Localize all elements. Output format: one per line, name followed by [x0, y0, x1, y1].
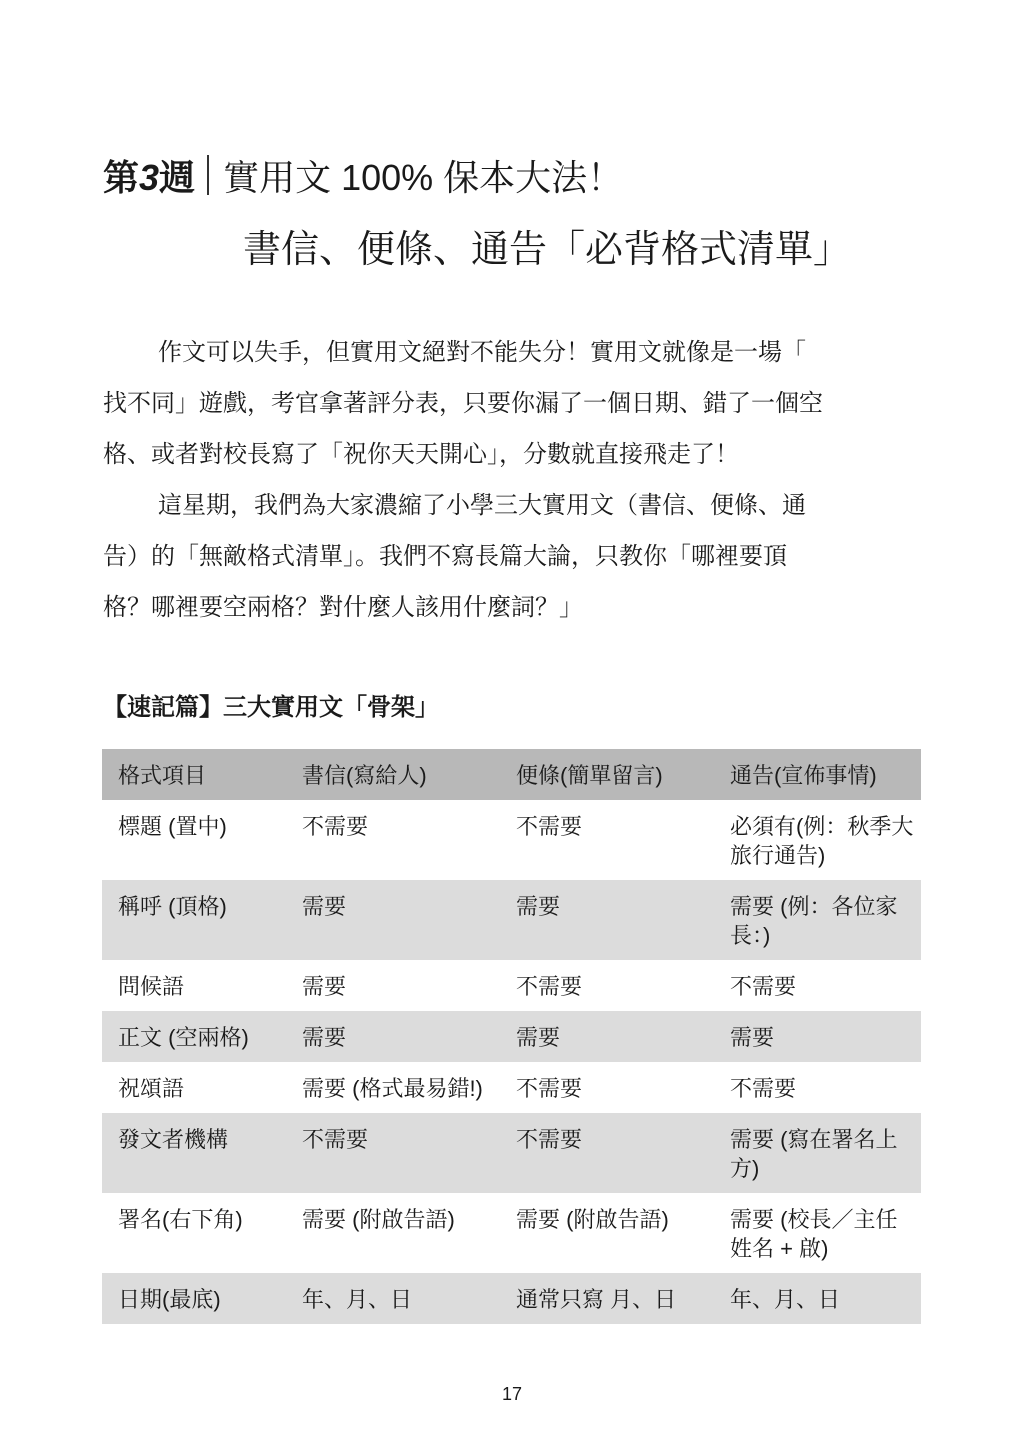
table-row — [102, 1193, 921, 1273]
page-number: 17 — [501, 1384, 523, 1404]
paragraph-line: 找不同」遊戲，考官拿著評分表，只要你漏了一個日期、錯了一個空 — [103, 390, 823, 417]
table-cell: 需要 (寫在署名上方) — [714, 1113, 921, 1193]
intro-paragraph-2 — [103, 480, 903, 633]
table-cell: 需要 — [500, 1011, 714, 1062]
intro-paragraph-1 — [103, 327, 903, 480]
table-row — [102, 1062, 921, 1113]
table-cell: 不需要 — [516, 974, 583, 999]
week-number: 3 — [139, 156, 160, 198]
table-cell: 需要 (校長／主任姓名 + 啟) — [730, 1207, 898, 1261]
column-header: 便條(簡單留言) — [500, 749, 714, 800]
table-cell: 需要 — [286, 1011, 500, 1062]
table-cell: 稱呼 (頂格) — [102, 880, 286, 960]
paragraph-line: 格？哪裡要空兩格？對什麼人該用什麼詞？」 — [103, 594, 583, 621]
table-cell: 需要 — [714, 1011, 921, 1062]
format-table — [102, 749, 921, 1324]
paragraph-line: 格、或者對校長寫了「祝你天天開心」，分數就直接飛走了！ — [103, 441, 739, 468]
column-header: 書信(寫給人) — [286, 749, 500, 800]
table-cell: 不需要 — [500, 1113, 714, 1193]
table-cell: 必須有(例：秋季大旅行通告) — [730, 814, 914, 868]
table-row — [102, 960, 921, 1011]
table-cell: 發文者機構 — [102, 1113, 286, 1193]
title-divider — [207, 155, 209, 195]
table-cell: 需要 — [500, 880, 714, 960]
column-header: 通告(宣佈事情) — [714, 749, 921, 800]
table-cell: 需要 — [286, 880, 500, 960]
table-cell: 需要 (例：各位家長：) — [714, 880, 921, 960]
title-subtitle: 實用文 100% 保本大法！ — [223, 156, 624, 198]
column-header: 格式項目 — [102, 749, 286, 800]
table-cell: 不需要 — [730, 1076, 797, 1101]
table-cell: 年、月、日 — [286, 1273, 500, 1324]
table-cell: 不需要 — [302, 814, 369, 839]
table-row — [102, 1273, 921, 1324]
section-heading: 【速記篇】三大實用文「骨架」 — [103, 694, 439, 721]
paragraph-line: 這星期，我們為大家濃縮了小學三大實用文（書信、便條、通 — [158, 492, 806, 519]
table-header-row — [102, 749, 921, 800]
table-cell: 正文 (空兩格) — [102, 1011, 286, 1062]
table-cell: 不需要 — [286, 1113, 500, 1193]
table-cell: 日期(最底) — [102, 1273, 286, 1324]
table-cell: 需要 (附啟告語) — [302, 1207, 455, 1232]
table-cell: 標題 (置中) — [118, 814, 227, 839]
table-cell: 通常只寫 月、日 — [500, 1273, 714, 1324]
table-cell: 問候語 — [118, 974, 185, 999]
page-subtitle: 書信、便條、通告「必背格式清單」 — [243, 229, 852, 271]
table-row — [102, 1113, 921, 1193]
table-row — [102, 1011, 921, 1062]
table-cell: 需要 (格式最易錯!) — [302, 1076, 483, 1101]
week-label: 第3週 — [103, 156, 196, 198]
table-cell: 署名(右下角) — [118, 1207, 243, 1232]
table-cell: 年、月、日 — [714, 1273, 921, 1324]
table-cell: 不需要 — [730, 974, 797, 999]
table-cell: 不需要 — [516, 814, 583, 839]
table-row — [102, 880, 921, 960]
paragraph-line: 告）的「無敵格式清單」。我們不寫長篇大論，只教你「哪裡要頂 — [103, 543, 787, 570]
page-title — [103, 150, 623, 200]
paragraph-line: 作文可以失手，但實用文絕對不能失分！實用文就像是一場「 — [158, 339, 806, 366]
table-cell: 不需要 — [516, 1076, 583, 1101]
table-cell: 需要 (附啟告語) — [516, 1207, 669, 1232]
table-cell: 需要 — [302, 974, 347, 999]
table-row — [102, 800, 921, 880]
table-cell: 祝頌語 — [118, 1076, 185, 1101]
